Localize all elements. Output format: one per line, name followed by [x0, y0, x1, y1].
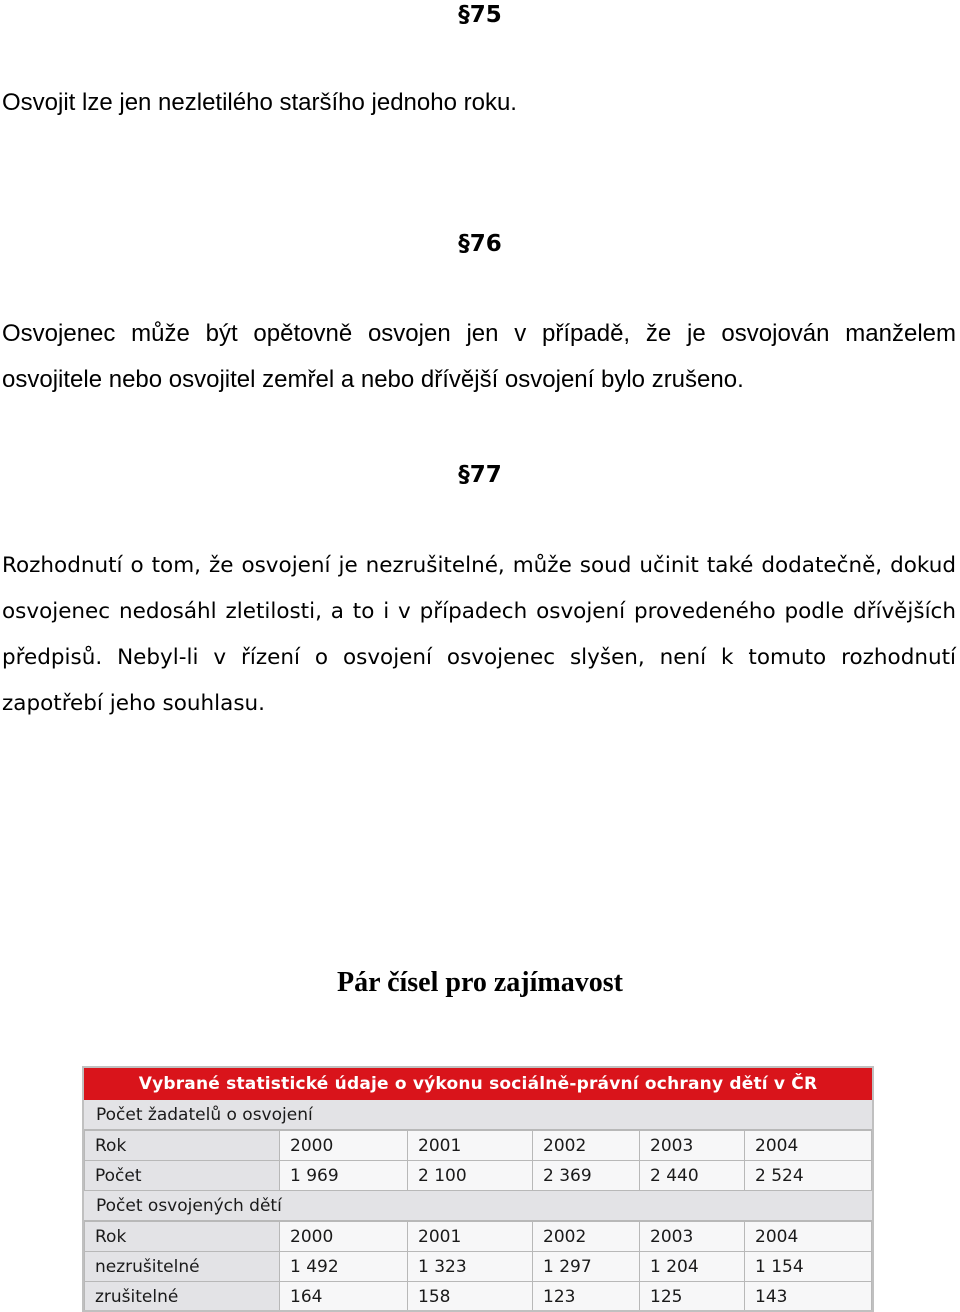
table-cell: 2 524 — [745, 1161, 872, 1191]
row-label: Rok — [85, 1222, 280, 1252]
table-cell: 1 154 — [745, 1252, 872, 1282]
table-row — [85, 1161, 872, 1191]
row-label: zrušitelné — [85, 1282, 280, 1312]
section-text-77: Rozhodnutí o tom, že osvojení je nezrušitelné, může soud učinit také dodatečně, dokud osvojenec nedosáhl zletilosti, a to i v případech osvojení provedeného podle dřívějších předpisů. Nebyl-li v řízení o osvojení osvojenec slyšen, není k tomuto rozhodnutí zapotřebí jeho souhlasu. — [2, 553, 956, 716]
table-cell: 2 369 — [533, 1161, 640, 1191]
table-cell: 1 323 — [408, 1252, 533, 1282]
table-cell: 2003 — [640, 1222, 745, 1252]
table-cell: 158 — [408, 1282, 533, 1312]
table-cell: 2004 — [745, 1222, 872, 1252]
stats-table-adopted — [84, 1221, 872, 1312]
table-row — [85, 1252, 872, 1282]
stats-table-title: Vybrané statistické údaje o výkonu sociálně-právní ochrany dětí v ČR — [84, 1068, 872, 1100]
table-cell: 125 — [640, 1282, 745, 1312]
section-text-76: Osvojenec může být opětovně osvojen jen v případě, že je osvojován manželem osvojitele nebo osvojitel zemřel a nebo dřívější osvojení bylo zrušeno. — [2, 320, 956, 393]
row-label: nezrušitelné — [85, 1252, 280, 1282]
table-cell: 2002 — [533, 1222, 640, 1252]
section-heading-77: §77 — [458, 462, 502, 488]
row-label: Rok — [85, 1131, 280, 1161]
table-cell: 2001 — [408, 1222, 533, 1252]
stats-table-applicants — [84, 1130, 872, 1191]
table-cell: 143 — [745, 1282, 872, 1312]
table-row — [85, 1131, 872, 1161]
table-cell: 2004 — [745, 1131, 872, 1161]
table-cell: 164 — [280, 1282, 408, 1312]
table-cell: 2001 — [408, 1131, 533, 1161]
section-text-75: Osvojit lze jen nezletilého staršího jednoho roku. — [2, 89, 517, 116]
table-cell: 1 492 — [280, 1252, 408, 1282]
stats-table-image — [82, 1066, 874, 1312]
row-label: Počet — [85, 1161, 280, 1191]
table-cell: 2 440 — [640, 1161, 745, 1191]
stats-group-adopted: Počet osvojených dětí — [84, 1191, 872, 1221]
table-cell: 1 297 — [533, 1252, 640, 1282]
table-row — [85, 1222, 872, 1252]
table-cell: 2000 — [280, 1131, 408, 1161]
table-cell: 2002 — [533, 1131, 640, 1161]
table-cell: 1 204 — [640, 1252, 745, 1282]
table-cell: 2000 — [280, 1222, 408, 1252]
section-heading-75: §75 — [458, 2, 502, 28]
table-cell: 2 100 — [408, 1161, 533, 1191]
section-heading-76: §76 — [458, 231, 502, 257]
facts-title: Pár čísel pro zajímavost — [337, 967, 623, 998]
stats-group-applicants: Počet žadatelů o osvojení — [84, 1100, 872, 1130]
table-cell: 1 969 — [280, 1161, 408, 1191]
table-row — [85, 1282, 872, 1312]
table-cell: 123 — [533, 1282, 640, 1312]
table-cell: 2003 — [640, 1131, 745, 1161]
